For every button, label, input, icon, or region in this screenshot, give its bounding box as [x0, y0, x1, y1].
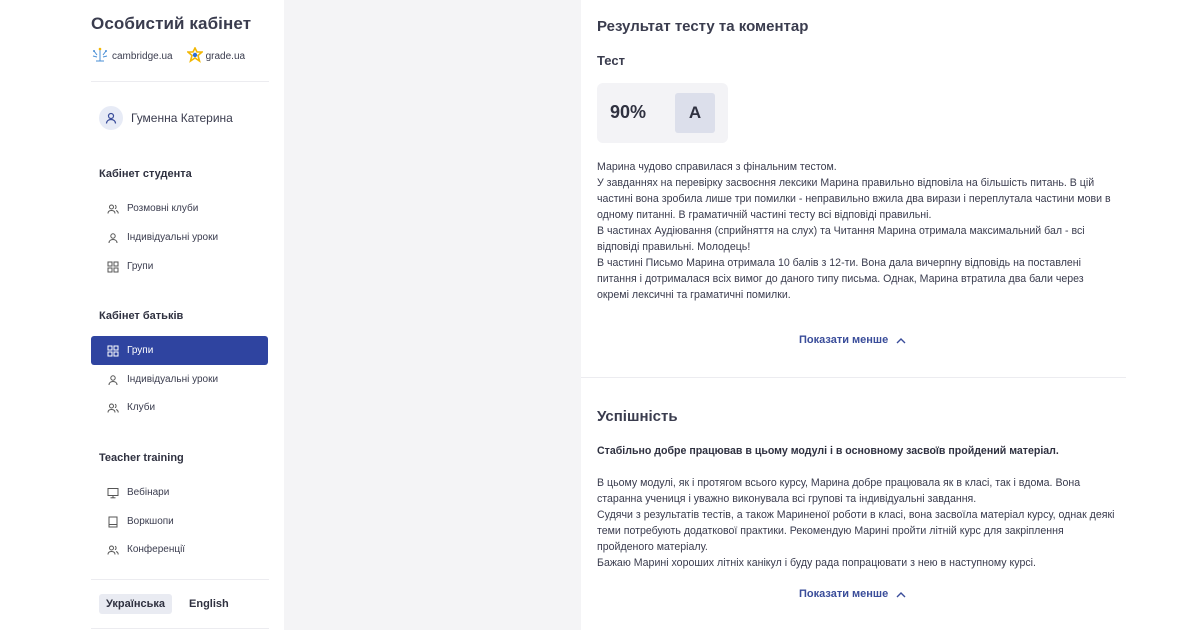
- sidebar-item-label: Клуби: [127, 402, 156, 413]
- test-comment-paragraph: В частині Письмо Марина отримала 10 балів з 12-ти. Вона дала вичерпну відповідь на поставлені питання і дотрималася всіх вимог до даного типу письма. Однак, Марина втратила два бали через окремі лексичні та граматичні помилки.: [597, 257, 1084, 301]
- progress-comment: [597, 475, 1117, 571]
- monitor-icon: [107, 487, 119, 499]
- brand-cambridge[interactable]: [91, 47, 173, 66]
- chevron-up-icon: [896, 337, 906, 344]
- sidebar-item-label: Індивідуальні уроки: [127, 374, 219, 385]
- sidebar-item-label: Групи: [127, 345, 154, 356]
- score-grade-badge: A: [675, 93, 715, 133]
- test-comment-paragraph: В частинах Аудіювання (сприйняття на слух) та Читання Марина отримала максимальний бал - всі відповіді правильні. Молодець!: [597, 225, 1085, 253]
- show-less-label: Показати менше: [799, 334, 889, 346]
- progress-comment-paragraph: Бажаю Марині хороших літніх канікул і буду рада попрацювати з нею в наступному курсі.: [597, 557, 1036, 569]
- grid-icon: [107, 261, 119, 273]
- sidebar-item-label: Групи: [127, 261, 154, 272]
- user-icon: [107, 232, 119, 244]
- user-icon: [105, 112, 117, 124]
- divider: [91, 81, 269, 82]
- avatar: [99, 106, 123, 130]
- grid-icon: [107, 345, 119, 357]
- main-content: [581, 0, 1126, 630]
- progress-comment-paragraph: Судячи з результатів тестів, а також Мариненої роботи в класі, вона засвоїла матеріал курсу, однак деякі теми потребують додаткової практики. Рекомендую Марині пройти літній курс для закріплення пройденого матеріалу.: [597, 509, 1115, 553]
- users-icon: [107, 402, 119, 414]
- test-heading: Тест: [597, 53, 625, 68]
- score-card: [597, 83, 728, 143]
- sidebar-item-label: Вебінари: [127, 487, 170, 498]
- sidebar-item-conferences[interactable]: [91, 535, 268, 564]
- language-switcher: [99, 594, 236, 614]
- test-comment-paragraph: Марина чудово справилася з фінальним тестом.: [597, 161, 837, 173]
- test-comment-paragraph: У завданнях на перевірку засвоєння лексики Марина правильно відповіла на більшість питань. В цій частині вона зробила лише три помилки - неправильно вжила два вирази і переплутала частини мови в одному питанні. В граматичній частині тесту всі відповіді правильні.: [597, 177, 1111, 221]
- spacer-panel: [284, 0, 581, 630]
- grade-logo-icon: [187, 47, 203, 66]
- cambridge-logo-icon: [91, 47, 109, 66]
- show-less-button[interactable]: [799, 588, 906, 600]
- sidebar-item-label: Воркшопи: [127, 516, 174, 527]
- sidebar-item-parents-groups[interactable]: [91, 336, 268, 365]
- brand-grade-label: grade.ua: [205, 51, 246, 62]
- progress-comment-paragraph: В цьому модулі, як і протягом всього курсу, Марина добре працювала як в класі, так і вдома. Вона старанна учениця і уважно виконувала всі групові та індивідуальні завдання.: [597, 477, 1081, 505]
- brand-grade[interactable]: [187, 47, 245, 66]
- sidebar-item-workshops[interactable]: [91, 507, 268, 536]
- section-heading-student: Кабінет студента: [99, 168, 192, 180]
- sidebar-item-label: Індивідуальні уроки: [127, 232, 219, 243]
- user-name: Гуменна Катерина: [131, 111, 233, 125]
- score-percent: 90%: [610, 102, 647, 122]
- divider: [581, 377, 1126, 378]
- sidebar-item-student-clubs[interactable]: [91, 194, 268, 223]
- book-icon: [107, 516, 119, 528]
- users-icon: [107, 544, 119, 556]
- sidebar-item-student-individual[interactable]: [91, 223, 268, 252]
- show-less-label: Показати менше: [799, 588, 889, 600]
- sidebar: [0, 0, 284, 630]
- progress-summary: Стабільно добре працював в цьому модулі і в основному засвоїв пройдений матеріал.: [597, 445, 1059, 457]
- sidebar-item-parents-individual[interactable]: [91, 365, 268, 394]
- test-comment: [597, 159, 1117, 303]
- users-icon: [107, 203, 119, 215]
- sidebar-item-webinars[interactable]: [91, 478, 268, 507]
- sidebar-item-label: Конференції: [127, 544, 186, 555]
- divider: [91, 628, 269, 629]
- section-heading-teacher-training: Teacher training: [99, 452, 184, 464]
- chevron-up-icon: [896, 591, 906, 598]
- brand-links: [91, 47, 245, 66]
- divider: [91, 579, 269, 580]
- sidebar-item-student-groups[interactable]: [91, 252, 268, 281]
- sidebar-item-parents-clubs[interactable]: [91, 393, 268, 422]
- sidebar-item-label: Розмовні клуби: [127, 203, 199, 214]
- page-title: Результат тесту та коментар: [597, 18, 809, 35]
- brand-cambridge-label: cambridge.ua: [112, 51, 173, 62]
- show-less-button[interactable]: [799, 334, 906, 346]
- progress-heading: Успішність: [597, 408, 678, 425]
- lang-english-button[interactable]: English: [189, 598, 229, 610]
- lang-ukrainian-button[interactable]: Українська: [99, 594, 172, 614]
- user-icon: [107, 374, 119, 386]
- user-profile[interactable]: [99, 106, 233, 130]
- cabinet-title: Особистий кабінет: [91, 14, 252, 33]
- section-heading-parents: Кабінет батьків: [99, 310, 184, 322]
